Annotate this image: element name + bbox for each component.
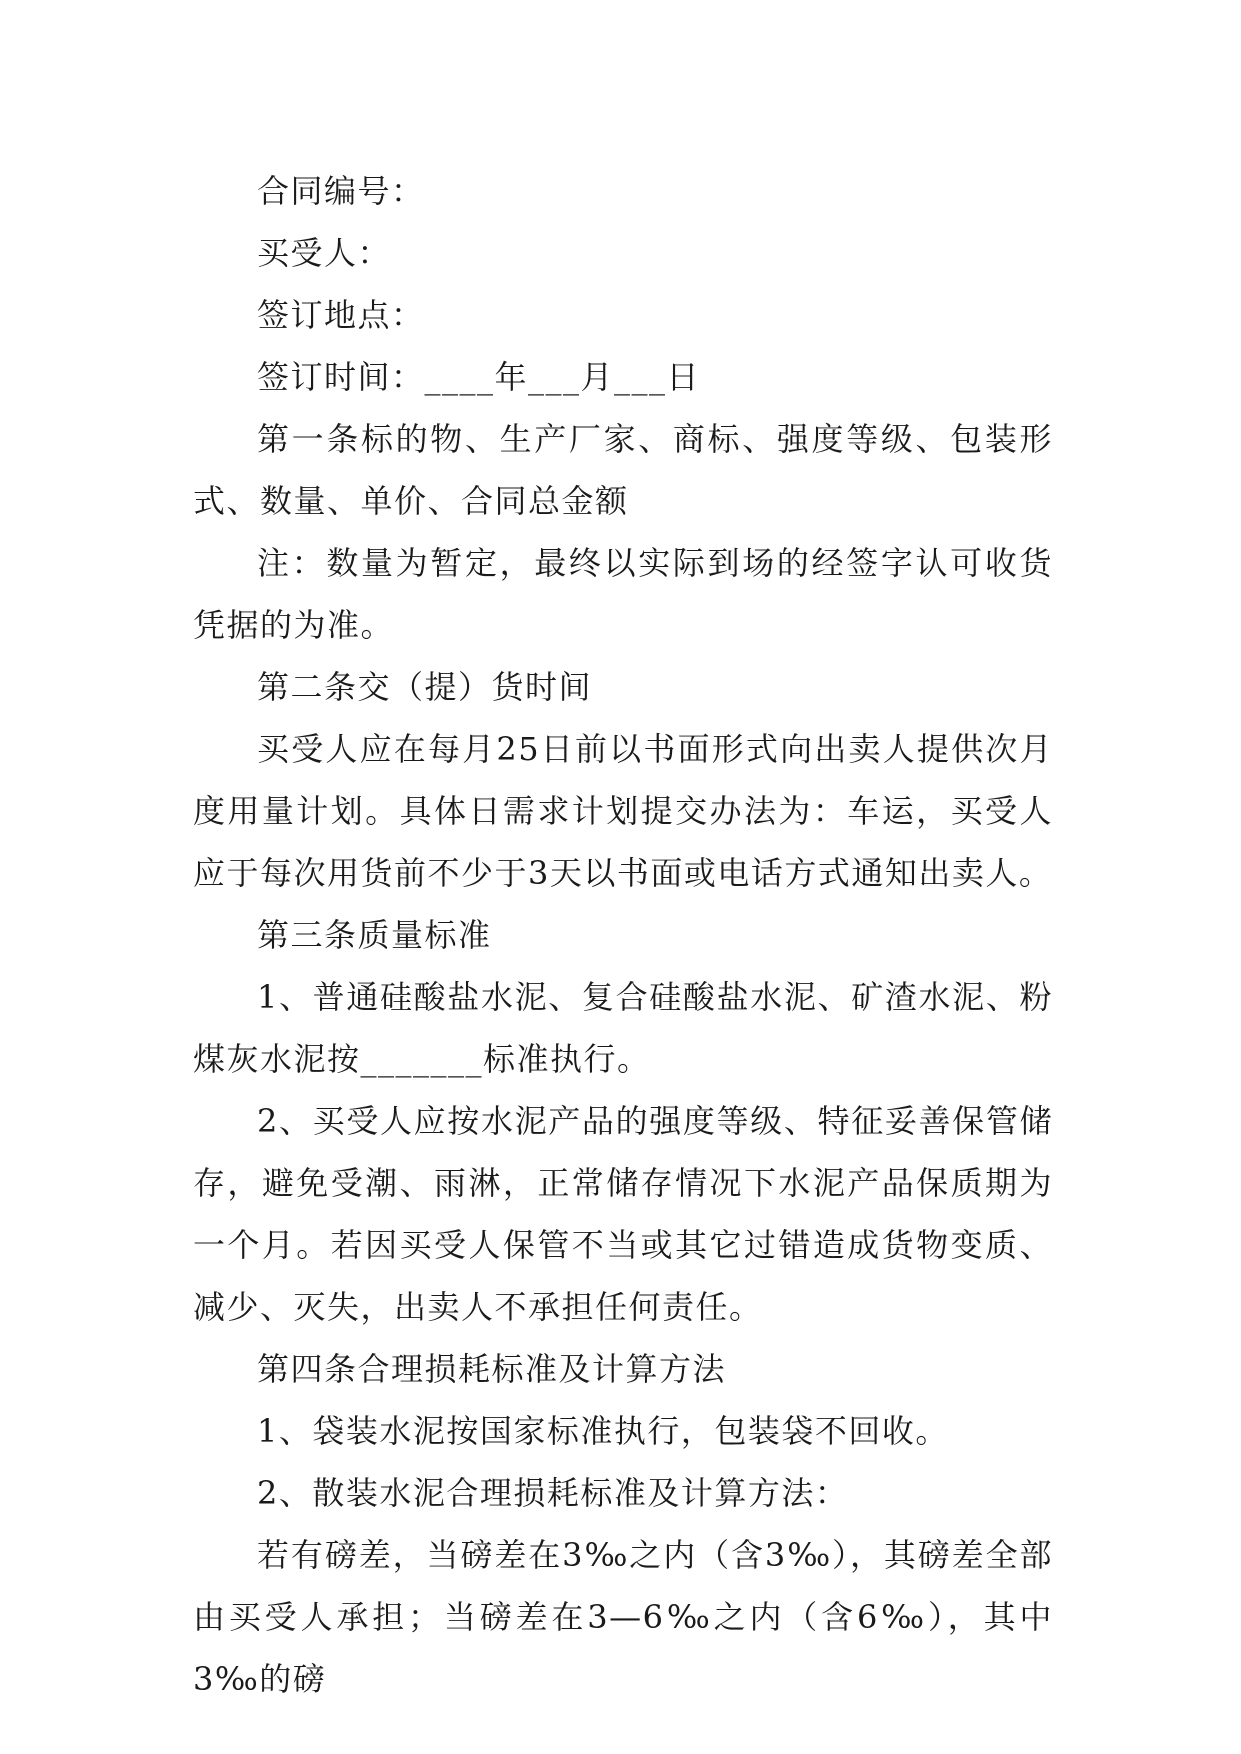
loss-standard-item-2: 2、散装水泥合理损耗标准及计算方法： xyxy=(257,1474,849,1512)
quality-standard-item-2: 2、买受人应按水泥产品的强度等级、特征妥善保管储存，避免受潮、雨淋，正常储存情况下水泥产品保质期为一个月。若因买受人保管不当或其它过错造成货物变质、减少、灭失，出卖人不承担任何责任。 xyxy=(193,1102,1053,1326)
article-1-heading: 第一条标的物、生产厂家、商标、强度等级、包装形式、数量、单价、合同总金额 xyxy=(193,420,1053,520)
weighing-difference-paragraph: 若有磅差，当磅差在3‰之内（含3‰），其磅差全部由买受人承担；当磅差在3—6‰之内（含6‰），其中3‰的磅 xyxy=(193,1536,1053,1698)
signing-time-field: 签订时间：____年___月___日 xyxy=(257,358,701,396)
signing-place-field: 签订地点： xyxy=(257,296,425,334)
buyer-field: 买受人： xyxy=(257,234,392,272)
article-4-heading: 第四条合理损耗标准及计算方法 xyxy=(257,1350,727,1388)
article-2-heading: 第二条交（提）货时间 xyxy=(257,668,593,706)
article-3-heading: 第三条质量标准 xyxy=(257,916,492,954)
contract-number-field: 合同编号： xyxy=(257,172,425,210)
document-body xyxy=(193,160,1053,1710)
quantity-note: 注：数量为暂定，最终以实际到场的经签字认可收货凭据的为准。 xyxy=(193,544,1053,644)
delivery-time-paragraph: 买受人应在每月25日前以书面形式向出卖人提供次月度用量计划。具体日需求计划提交办法为：车运，买受人应于每次用货前不少于3天以书面或电话方式通知出卖人。 xyxy=(193,730,1053,892)
loss-standard-item-1: 1、袋装水泥按国家标准执行，包装袋不回收。 xyxy=(257,1412,949,1450)
quality-standard-item-1: 1、普通硅酸盐水泥、复合硅酸盐水泥、矿渣水泥、粉煤灰水泥按_______标准执行。 xyxy=(193,978,1053,1078)
